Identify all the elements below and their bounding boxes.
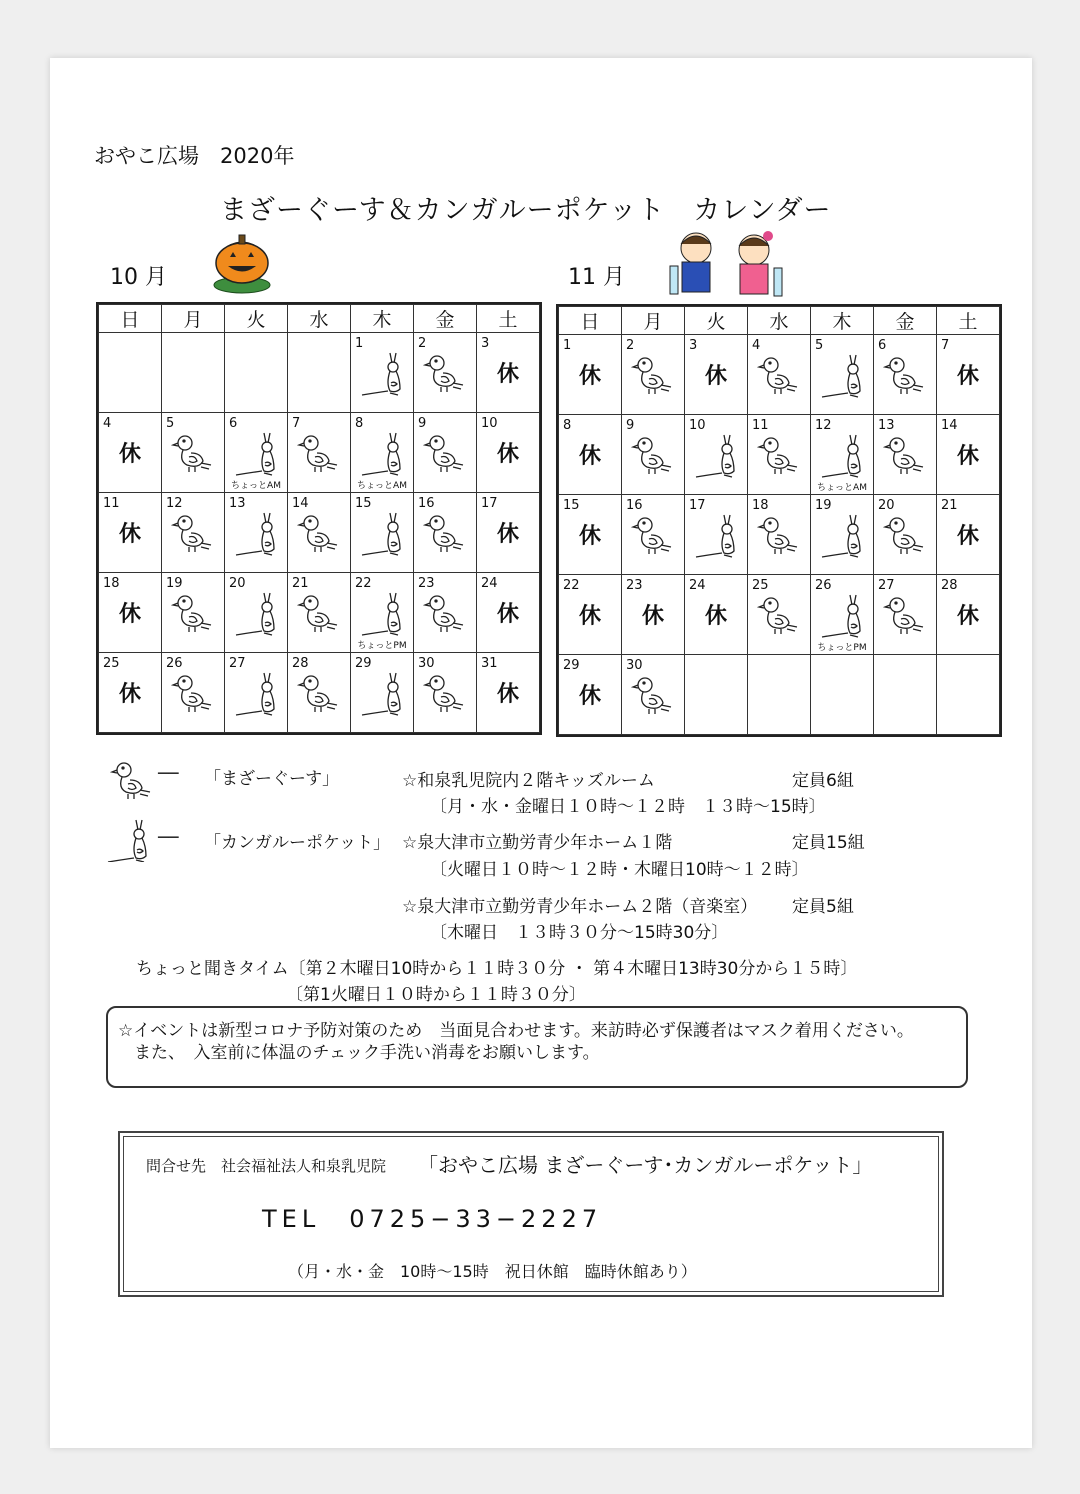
empty-cell — [162, 333, 225, 413]
day-cell — [622, 575, 685, 655]
day-number: 19 — [815, 498, 832, 513]
closed-label: 休 — [496, 602, 519, 627]
day-number: 24 — [481, 576, 498, 591]
day-number: 15 — [355, 496, 372, 511]
day-cell — [622, 495, 685, 575]
day-cell — [351, 493, 414, 573]
contact-prefix: 問合せ先 社会福祉法人和泉乳児院 — [146, 1157, 387, 1175]
kangaroo-icon — [820, 353, 864, 399]
closed-label: 休 — [118, 522, 141, 547]
day-cell — [414, 653, 477, 733]
empty-cell — [937, 655, 1000, 735]
weekday-header: 土 — [937, 307, 1000, 335]
goose-hours: 〔月・水・金曜日１０時～１２時 １３時～15時〕 — [430, 797, 826, 817]
goose-icon — [171, 591, 215, 637]
day-cell — [225, 493, 288, 573]
day-number: 19 — [166, 576, 183, 591]
kangaroo-icon — [820, 433, 864, 479]
day-number: 14 — [941, 418, 958, 433]
contact-tel: TEL 0725−33−2227 — [262, 1205, 603, 1233]
goose-icon — [883, 433, 927, 479]
day-cell — [685, 415, 748, 495]
day-cell — [559, 655, 622, 735]
goose-legend-dash: ── — [158, 764, 179, 784]
day-number: 11 — [103, 496, 120, 511]
closed-label: 休 — [956, 444, 979, 469]
day-number: 4 — [752, 338, 761, 353]
empty-cell — [748, 655, 811, 735]
day-cell — [559, 415, 622, 495]
kangaroo-icon — [360, 431, 404, 477]
day-number: 18 — [103, 576, 120, 591]
day-cell — [162, 573, 225, 653]
goose-icon — [171, 431, 215, 477]
goose-icon — [423, 431, 467, 477]
day-number: 12 — [815, 418, 832, 433]
empty-cell — [288, 333, 351, 413]
day-cell — [414, 413, 477, 493]
day-number: 10 — [689, 418, 706, 433]
day-cell — [225, 653, 288, 733]
day-cell — [811, 415, 874, 495]
weekday-header: 日 — [559, 307, 622, 335]
closed-label: 休 — [578, 604, 601, 629]
day-number: 23 — [418, 576, 435, 591]
day-cell — [937, 495, 1000, 575]
day-cell — [477, 493, 540, 573]
day-cell — [685, 495, 748, 575]
day-number: 22 — [563, 578, 580, 593]
goose-icon — [297, 671, 341, 717]
kangaroo-icon — [360, 591, 404, 637]
goose-icon — [423, 591, 467, 637]
goose-icon — [631, 433, 675, 479]
goose-icon — [883, 353, 927, 399]
goose-icon — [423, 511, 467, 557]
goose-icon — [757, 513, 801, 559]
day-number: 10 — [481, 416, 498, 431]
contact-box — [118, 1131, 944, 1297]
weekday-header: 水 — [288, 305, 351, 333]
closed-label: 休 — [956, 364, 979, 389]
day-number: 9 — [626, 418, 635, 433]
closed-label: 休 — [496, 682, 519, 707]
day-cell — [559, 575, 622, 655]
weekday-header: 木 — [811, 307, 874, 335]
day-number: 28 — [292, 656, 309, 671]
day-number: 6 — [229, 416, 238, 431]
goose-icon — [423, 351, 467, 397]
calendar-november — [556, 304, 1002, 737]
day-cell — [351, 333, 414, 413]
day-number: 26 — [815, 578, 832, 593]
day-cell — [288, 573, 351, 653]
kangaroo-capacity-2: 定員5組 — [792, 897, 854, 917]
goose-capacity: 定員6組 — [792, 771, 854, 791]
day-cell — [162, 413, 225, 493]
notice-line-2: また、 入室前に体温のチェック手洗い消毒をお願いします。 — [134, 1043, 600, 1063]
closed-label: 休 — [704, 604, 727, 629]
day-cell — [937, 415, 1000, 495]
day-cell — [225, 413, 288, 493]
weekday-header: 木 — [351, 305, 414, 333]
day-cell — [622, 335, 685, 415]
kangaroo-place-1: ☆泉大津市立勤労青少年ホーム１階 — [402, 833, 673, 853]
day-number: 6 — [878, 338, 887, 353]
chotto-time-1: ちょっと聞きタイム〔第２木曜日10時から１１時３０分 ・ 第４木曜日13時30分から１５時〕 — [136, 959, 858, 979]
kangaroo-icon — [820, 593, 864, 639]
goose-icon — [757, 353, 801, 399]
day-number: 27 — [229, 656, 246, 671]
calendar-october — [96, 302, 542, 735]
day-cell — [685, 575, 748, 655]
day-number: 25 — [752, 578, 769, 593]
goose-place: ☆和泉乳児院内２階キッズルーム — [402, 771, 655, 791]
page-title: まざーぐーす＆カンガルーポケット カレンダー — [220, 195, 832, 226]
kangaroo-legend-label: 「カンガルーポケット」 — [204, 833, 391, 853]
day-cell — [874, 415, 937, 495]
day-cell — [937, 335, 1000, 415]
goose-legend-label: 「まざーぐーす」 — [204, 769, 340, 789]
goose-icon — [631, 673, 675, 719]
day-cell — [414, 573, 477, 653]
weekday-header: 日 — [99, 305, 162, 333]
day-cell — [748, 415, 811, 495]
day-number: 17 — [689, 498, 706, 513]
weekday-header: 月 — [622, 307, 685, 335]
closed-label: 休 — [578, 524, 601, 549]
kangaroo-icon — [234, 511, 278, 557]
closed-label: 休 — [496, 362, 519, 387]
day-cell — [414, 493, 477, 573]
day-number: 25 — [103, 656, 120, 671]
closed-label: 休 — [578, 444, 601, 469]
day-cell — [937, 575, 1000, 655]
day-cell — [685, 335, 748, 415]
day-cell — [477, 573, 540, 653]
day-number: 29 — [355, 656, 372, 671]
kangaroo-legend-dash: ── — [158, 828, 179, 848]
day-number: 18 — [752, 498, 769, 513]
day-number: 3 — [689, 338, 698, 353]
day-number: 21 — [941, 498, 958, 513]
day-cell — [162, 653, 225, 733]
day-cell — [874, 335, 937, 415]
day-number: 3 — [481, 336, 490, 351]
day-number: 7 — [941, 338, 950, 353]
chotto-note: ちょっとAM — [357, 481, 407, 491]
day-number: 20 — [878, 498, 895, 513]
day-cell — [477, 333, 540, 413]
day-number: 7 — [292, 416, 301, 431]
day-cell — [99, 653, 162, 733]
closed-label: 休 — [118, 682, 141, 707]
kangaroo-legend-icon — [106, 818, 150, 862]
day-cell — [748, 335, 811, 415]
empty-cell — [811, 655, 874, 735]
contact-facility-name: 「おやこ広場 まざーぐーす･カンガルーポケット」 — [418, 1153, 873, 1177]
closed-label: 休 — [118, 602, 141, 627]
day-number: 26 — [166, 656, 183, 671]
day-number: 2 — [418, 336, 427, 351]
weekday-header: 火 — [685, 307, 748, 335]
day-number: 20 — [229, 576, 246, 591]
day-cell — [99, 413, 162, 493]
day-number: 1 — [563, 338, 572, 353]
day-number: 29 — [563, 658, 580, 673]
day-number: 11 — [752, 418, 769, 433]
kangaroo-hours-1: 〔火曜日１０時～１２時・木曜日10時～１２時〕 — [430, 860, 809, 880]
day-cell — [162, 493, 225, 573]
goose-icon — [631, 513, 675, 559]
kangaroo-icon — [360, 351, 404, 397]
day-number: 21 — [292, 576, 309, 591]
day-cell — [99, 493, 162, 573]
day-number: 27 — [878, 578, 895, 593]
day-number: 30 — [626, 658, 643, 673]
day-number: 8 — [355, 416, 364, 431]
day-number: 5 — [815, 338, 824, 353]
empty-cell — [99, 333, 162, 413]
day-number: 1 — [355, 336, 364, 351]
day-number: 9 — [418, 416, 427, 431]
day-number: 15 — [563, 498, 580, 513]
kangaroo-icon — [360, 511, 404, 557]
weekday-header: 月 — [162, 305, 225, 333]
chotto-time-2: 〔第1火曜日１０時から１１時３０分〕 — [286, 985, 586, 1005]
chotto-note: ちょっとPM — [357, 641, 407, 651]
kangaroo-capacity-1: 定員15組 — [792, 833, 865, 853]
goose-icon — [883, 513, 927, 559]
day-cell — [477, 413, 540, 493]
day-number: 2 — [626, 338, 635, 353]
day-number: 5 — [166, 416, 175, 431]
kangaroo-place-2: ☆泉大津市立勤労青少年ホーム２階（音楽室） — [402, 897, 758, 917]
day-number: 30 — [418, 656, 435, 671]
empty-cell — [225, 333, 288, 413]
closed-label: 休 — [118, 442, 141, 467]
goose-icon — [171, 511, 215, 557]
goose-icon — [883, 593, 927, 639]
weekday-header: 土 — [477, 305, 540, 333]
empty-cell — [874, 655, 937, 735]
month-label-november: 11 月 — [568, 265, 625, 290]
closed-label: 休 — [496, 522, 519, 547]
day-cell — [811, 575, 874, 655]
kangaroo-icon — [234, 671, 278, 717]
notice-line-1: ☆イベントは新型コロナ予防対策のため 当面見合わせます。来訪時必ず保護者はマスク着用ください。 — [118, 1021, 914, 1041]
day-cell — [477, 653, 540, 733]
day-cell — [288, 653, 351, 733]
day-number: 13 — [878, 418, 895, 433]
day-number: 13 — [229, 496, 246, 511]
kangaroo-icon — [234, 431, 278, 477]
kangaroo-icon — [234, 591, 278, 637]
chotto-note: ちょっとAM — [231, 481, 281, 491]
weekday-header: 水 — [748, 307, 811, 335]
day-cell — [811, 335, 874, 415]
goose-icon — [297, 591, 341, 637]
day-cell — [622, 655, 685, 735]
day-number: 4 — [103, 416, 112, 431]
day-cell — [351, 413, 414, 493]
closed-label: 休 — [641, 604, 664, 629]
day-number: 22 — [355, 576, 372, 591]
day-cell — [622, 415, 685, 495]
day-cell — [874, 495, 937, 575]
closed-label: 休 — [704, 364, 727, 389]
children-kimono-icon — [662, 226, 792, 302]
closed-label: 休 — [956, 604, 979, 629]
weekday-header: 金 — [414, 305, 477, 333]
day-cell — [748, 495, 811, 575]
day-cell — [99, 573, 162, 653]
day-number: 17 — [481, 496, 498, 511]
goose-icon — [631, 353, 675, 399]
goose-icon — [297, 511, 341, 557]
empty-cell — [685, 655, 748, 735]
closed-label: 休 — [578, 364, 601, 389]
day-cell — [351, 573, 414, 653]
goose-legend-icon — [110, 758, 154, 800]
closed-label: 休 — [578, 684, 601, 709]
goose-icon — [171, 671, 215, 717]
day-cell — [288, 413, 351, 493]
day-number: 14 — [292, 496, 309, 511]
day-cell — [351, 653, 414, 733]
closed-label: 休 — [496, 442, 519, 467]
weekday-header: 火 — [225, 305, 288, 333]
day-cell — [748, 575, 811, 655]
day-number: 16 — [626, 498, 643, 513]
goose-icon — [757, 433, 801, 479]
day-number: 16 — [418, 496, 435, 511]
kangaroo-icon — [694, 433, 738, 479]
day-number: 31 — [481, 656, 498, 671]
kangaroo-icon — [820, 513, 864, 559]
kangaroo-icon — [694, 513, 738, 559]
day-number: 24 — [689, 578, 706, 593]
day-cell — [559, 495, 622, 575]
pumpkin-icon — [210, 233, 274, 295]
day-cell — [811, 495, 874, 575]
contact-hours: （月・水・金 10時～15時 祝日休館 臨時休館あり） — [288, 1262, 697, 1281]
day-number: 28 — [941, 578, 958, 593]
supertitle: おやこ広場 2020年 — [94, 144, 295, 168]
goose-icon — [297, 431, 341, 477]
kangaroo-hours-2: 〔木曜日 １３時３０分～15時30分〕 — [430, 923, 729, 943]
goose-icon — [757, 593, 801, 639]
day-cell — [288, 493, 351, 573]
day-cell — [414, 333, 477, 413]
notice-box — [106, 1006, 968, 1088]
day-number: 8 — [563, 418, 572, 433]
day-number: 23 — [626, 578, 643, 593]
day-number: 12 — [166, 496, 183, 511]
goose-icon — [423, 671, 467, 717]
month-label-october: 10 月 — [110, 265, 167, 290]
chotto-note: ちょっとPM — [817, 643, 867, 653]
day-cell — [874, 575, 937, 655]
kangaroo-icon — [360, 671, 404, 717]
calendar-sheet — [50, 58, 1032, 1448]
chotto-note: ちょっとAM — [817, 483, 867, 493]
day-cell — [559, 335, 622, 415]
closed-label: 休 — [956, 524, 979, 549]
weekday-header: 金 — [874, 307, 937, 335]
day-cell — [225, 573, 288, 653]
